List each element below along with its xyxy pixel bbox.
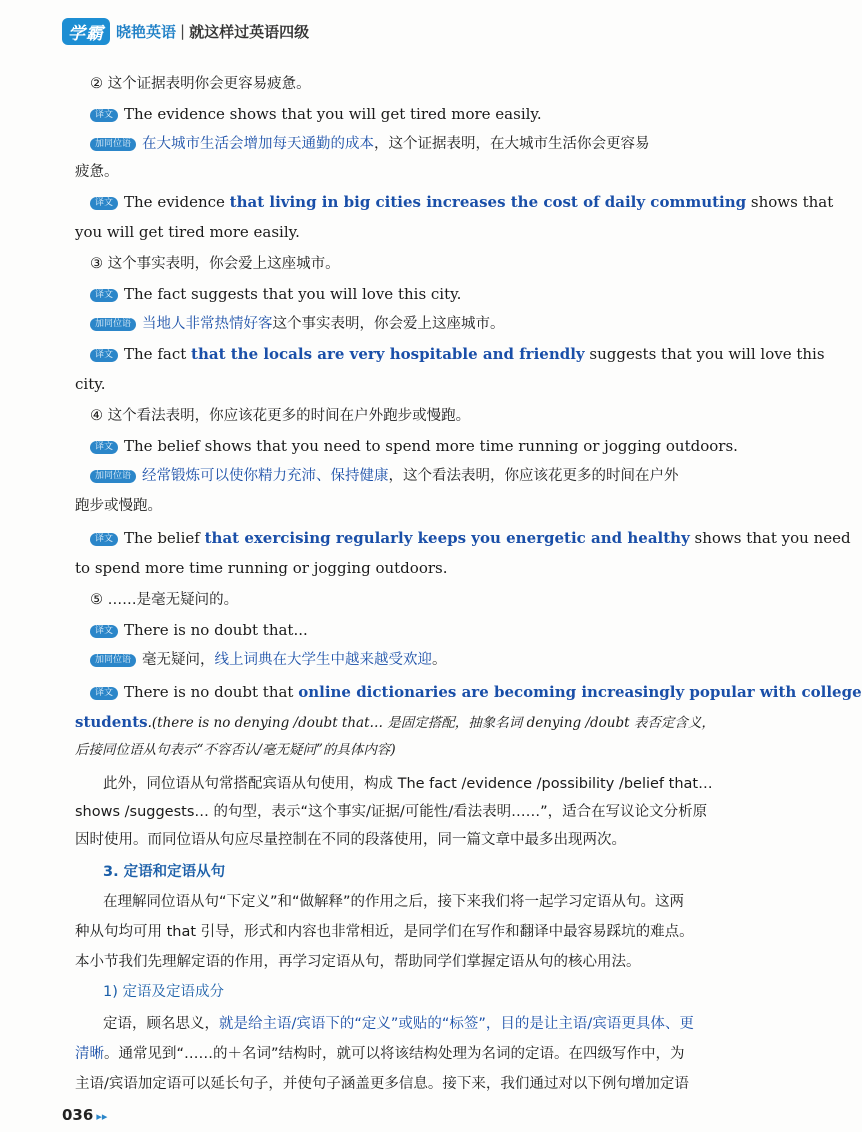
text: The evidence [124, 193, 230, 211]
note-text: .(there is no denying /doubt that… 是固定搭配，抽象名词 denying /doubt 表否定含义， [147, 715, 715, 731]
paragraph-2-line-2: 种从句均可用 that 引导，形式和内容也非常相近，是同学们在写作和翻译中最容易踩坑的难点。 [75, 924, 694, 940]
text: 毫无疑问， [142, 652, 215, 668]
text: 。 [432, 652, 447, 668]
extended-tag: 加同位语 [90, 470, 136, 483]
text: The fact [124, 345, 192, 363]
example-3-ext-translation-cont: city. [75, 375, 106, 393]
example-3-ext-translation [90, 344, 825, 364]
translation-tag: 译文 [90, 349, 118, 362]
example-5-translation [90, 620, 308, 640]
translation-tag: 译文 [90, 289, 118, 302]
example-5-zh: ⑤ ……是毫无疑问的。 [90, 592, 239, 608]
arrow-icon: ▸▸ [96, 1110, 108, 1123]
highlight-text: that the locals are very hospitable and friendly [191, 345, 585, 363]
text: 定语，顾名思义， [103, 1016, 219, 1032]
translation-tag: 译文 [90, 625, 118, 638]
translation-tag: 译文 [90, 533, 118, 546]
text: 这个事实表明，你会爱上这座城市。 [272, 316, 505, 332]
highlight-text: 清晰 [75, 1046, 104, 1062]
example-2-zh: ② 这个证据表明你会更容易疲惫。 [90, 76, 311, 92]
example-3-en: The fact suggests that you will love this city. [124, 285, 462, 303]
example-5-extended [90, 650, 447, 670]
text: 。通常见到“……的＋名词”结构时，就可以将该结构处理为名词的定语。在四级写作中，为 [104, 1046, 685, 1062]
example-5-ext-translation [90, 682, 862, 702]
highlight-text: 在大城市生活会增加每天通勤的成本 [142, 136, 375, 152]
text: ，这个证据表明，在大城市生活你会更容易 [374, 136, 650, 152]
paragraph-3-line-1 [103, 1014, 694, 1034]
highlight-text: 线上词典在大学生中越来越受欢迎 [214, 652, 433, 668]
section-title: 3. 定语和定语从句 [103, 864, 226, 880]
page-footer [62, 1106, 107, 1124]
example-4-ext-translation-cont: to spend more time running or jogging outdoors. [75, 559, 448, 577]
highlight-text: 就是给主语/宾语下的“定义”或贴的“标签”，目的是让主语/宾语更具体、更 [219, 1016, 694, 1032]
paragraph-2-line-1: 在理解同位语从句“下定义”和“做解释”的作用之后，接下来我们将一起学习定语从句。这两 [103, 894, 685, 910]
text: suggests that you will love this [584, 345, 825, 363]
extended-tag: 加同位语 [90, 318, 136, 331]
page-header [62, 16, 309, 46]
header-separator: | [180, 22, 186, 40]
example-3-extended [90, 314, 505, 334]
example-2-ext-translation-cont: you will get tired more easily. [75, 223, 300, 241]
highlight-text: 经常锻炼可以使你精力充沛、保持健康 [142, 468, 389, 484]
example-4-extended-cont: 跑步或慢跑。 [75, 498, 162, 514]
highlight-text: that exercising regularly keeps you energetic and healthy [204, 529, 690, 547]
book-subtitle: 就这样过英语四级 [189, 22, 310, 41]
example-3-translation [90, 284, 461, 304]
translation-tag: 译文 [90, 687, 118, 700]
example-2-extended [90, 134, 650, 154]
example-5-note [75, 712, 715, 733]
example-5-note-cont: 后接同位语从句表示“不容否认/毫无疑问”的具体内容) [75, 742, 396, 758]
example-2-ext-translation [90, 192, 833, 212]
highlight-text: 当地人非常热情好客 [142, 316, 273, 332]
paragraph-2-line-3: 本小节我们先理解定语的作用，再学习定语从句，帮助同学们掌握定语从句的核心用法。 [75, 954, 641, 970]
example-4-zh: ④ 这个看法表明，你应该花更多的时间在户外跑步或慢跑。 [90, 408, 471, 424]
paragraph-3-line-3: 主语/宾语加定语可以延长句子，并使句子涵盖更多信息。接下来，我们通过对以下例句增加定语 [75, 1076, 689, 1092]
example-3-zh: ③ 这个事实表明，你会爱上这座城市。 [90, 256, 340, 272]
highlight-text: that living in big cities increases the cost of daily commuting [229, 193, 747, 211]
highlight-text: students [75, 713, 148, 731]
example-4-ext-translation [90, 528, 851, 548]
paragraph-1-line-3: 因时使用。而同位语从句应尽量控制在不同的段落使用，同一篇文章中最多出现两次。 [75, 832, 626, 848]
page-number: 036 [62, 1106, 94, 1124]
text: shows that [746, 193, 834, 211]
subsection-title: 1) 定语及定语成分 [103, 984, 224, 1000]
text: There is no doubt that [124, 683, 299, 701]
translation-tag: 译文 [90, 197, 118, 210]
brand-logo: 学霸 [62, 18, 110, 45]
translation-tag: 译文 [90, 441, 118, 454]
text: ，这个看法表明，你应该花更多的时间在户外 [388, 468, 679, 484]
example-5-en: There is no doubt that... [124, 621, 308, 639]
example-4-en: The belief shows that you need to spend more time running or jogging outdoors. [124, 437, 738, 455]
extended-tag: 加同位语 [90, 138, 136, 151]
example-4-translation [90, 436, 738, 456]
text: shows that you need [689, 529, 851, 547]
example-4-extended [90, 466, 679, 486]
paragraph-3-line-2 [75, 1044, 685, 1064]
paragraph-1-line-2: shows /suggests… 的句型，表示“这个事实/证据/可能性/看法表明……”，适合在写议论文分析原 [75, 804, 708, 820]
example-2-extended-cont: 疲惫。 [75, 164, 119, 180]
paragraph-1-line-1: 此外，同位语从句常搭配宾语从句使用，构成 The fact /evidence /possibility /belief that… [103, 776, 713, 792]
brand-name: 晓艳英语 [116, 22, 177, 41]
example-2-translation [90, 104, 542, 124]
text: The belief [124, 529, 205, 547]
highlight-text: online dictionaries are becoming increasingly popular with college [298, 683, 862, 701]
translation-tag: 译文 [90, 109, 118, 122]
example-2-en: The evidence shows that you will get tired more easily. [124, 105, 542, 123]
extended-tag: 加同位语 [90, 654, 136, 667]
